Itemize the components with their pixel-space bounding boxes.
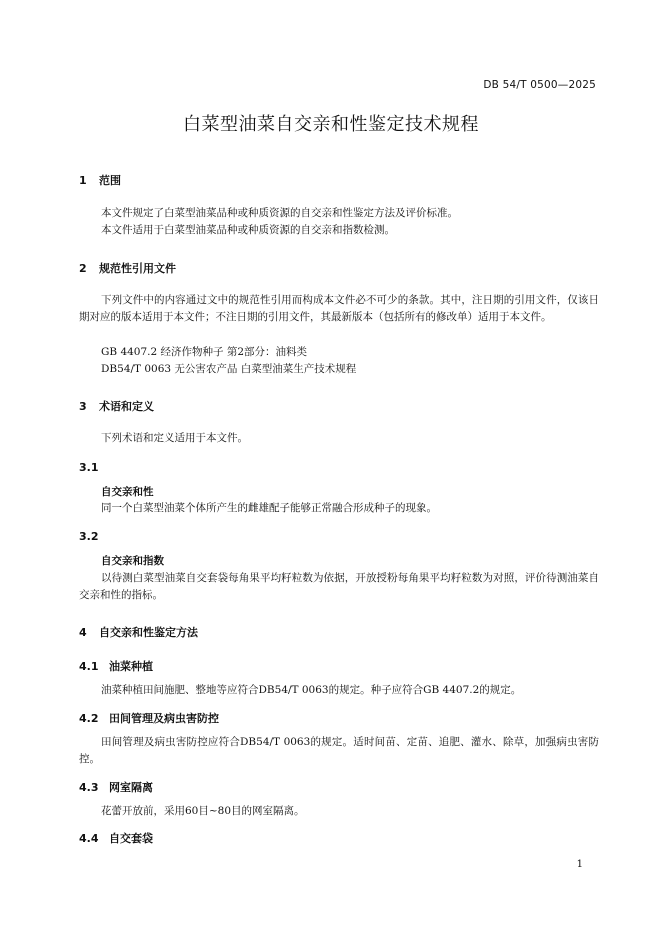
standard-number: DB 54/T 0500—2025 <box>483 79 596 91</box>
term-3-2: 自交亲和指数 <box>101 555 164 567</box>
paragraph: 花蕾开放前，采用60目~80目的网室隔离。 <box>101 805 305 817</box>
term-definition: 以待测白菜型油菜自交套袋每角果平均籽粒数为依据，开放授粉每角果平均籽粒数为对照，评价待测油菜自交亲和性的指标。 <box>79 572 599 601</box>
reference-item: GB 4407.2 经济作物种子 第2部分：油料类 <box>101 346 308 358</box>
paragraph: 油菜种植田间施肥、整地等应符合DB54/T 0063的规定。种子应符合GB 4407.2的规定。 <box>101 684 522 696</box>
term-3-1: 自交亲和性 <box>101 486 154 498</box>
section-number: 1 <box>79 174 87 187</box>
subsection-number: 4.4 <box>79 832 99 845</box>
section-4-heading <box>79 624 198 640</box>
subsection-4-4-heading <box>79 830 153 846</box>
section-title: 规范性引用文件 <box>99 262 176 275</box>
term-3-1-number: 3.1 <box>79 461 99 474</box>
paragraph: 本文件规定了白菜型油菜品种或种质资源的自交亲和性鉴定方法及评价标准。 <box>101 207 458 219</box>
term-definition: 同一个白菜型油菜个体所产生的雌雄配子能够正常融合形成种子的现象。 <box>101 502 437 514</box>
subsection-number: 4.1 <box>79 660 99 673</box>
section-title: 自交亲和性鉴定方法 <box>99 626 198 639</box>
section-number: 4 <box>79 626 87 639</box>
subsection-number: 4.2 <box>79 712 99 725</box>
reference-item: DB54/T 0063 无公害农产品 白菜型油菜生产技术规程 <box>101 363 357 375</box>
subsection-4-2-heading <box>79 710 219 726</box>
subsection-4-1-heading <box>79 658 153 674</box>
section-2-heading <box>79 260 176 276</box>
section-1-heading <box>79 172 121 188</box>
page-number: 1 <box>576 859 583 870</box>
paragraph: 下列术语和定义适用于本文件。 <box>101 432 248 444</box>
section-title: 范围 <box>99 174 121 187</box>
subsection-title: 油菜种植 <box>109 660 153 673</box>
paragraph: 本文件适用于白菜型油菜品种或种质资源的自交亲和指数检测。 <box>101 224 395 236</box>
subsection-title: 自交套袋 <box>109 832 153 845</box>
paragraph: 下列文件中的内容通过文中的规范性引用而构成本文件必不可少的条款。其中，注日期的引用文件，仅该日期对应的版本适用于本文件；不注日期的引用文件，其最新版本（包括所有的修改单）适用于本文件。 <box>79 294 599 323</box>
subsection-number: 4.3 <box>79 781 99 794</box>
paragraph: 田间管理及病虫害防控应符合DB54/T 0063的规定。适时间苗、定苗、追肥、灌水、除草，加强病虫害防控。 <box>79 736 599 765</box>
section-3-heading <box>79 398 154 414</box>
section-title: 术语和定义 <box>99 400 154 413</box>
subsection-title: 网室隔离 <box>109 781 153 794</box>
term-3-2-number: 3.2 <box>79 530 99 543</box>
subsection-title: 田间管理及病虫害防控 <box>109 712 219 725</box>
document-title: 白菜型油菜自交亲和性鉴定技术规程 <box>183 114 479 135</box>
section-number: 3 <box>79 400 87 413</box>
section-number: 2 <box>79 262 87 275</box>
subsection-4-3-heading <box>79 779 153 795</box>
